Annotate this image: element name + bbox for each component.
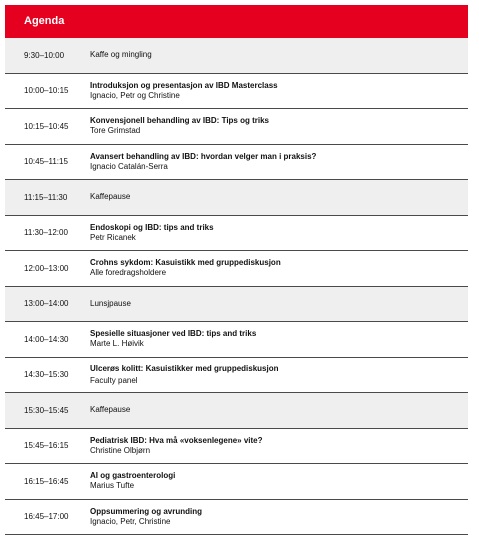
session-time: 9:30–10:00 <box>24 50 65 60</box>
session-content <box>90 192 130 202</box>
agenda-break-row <box>5 287 468 323</box>
session-content <box>90 405 130 415</box>
session-content <box>90 329 256 349</box>
agenda-session-row <box>5 429 468 465</box>
agenda-rows <box>5 38 468 535</box>
session-speaker: Ignacio, Petr, Christine <box>90 516 171 526</box>
session-content <box>90 152 316 172</box>
session-time: 10:15–10:45 <box>24 121 69 131</box>
session-title: Avansert behandling av IBD: hvordan velger man i praksis? <box>90 151 317 161</box>
session-title: Endoskopi og IBD: tips and triks <box>90 222 214 232</box>
session-title: AI og gastroenterologi <box>90 471 176 481</box>
session-title: Crohns sykdom: Kasuistikk med gruppediskusjon <box>90 258 281 268</box>
session-title: Kaffepause <box>90 192 131 202</box>
session-time: 13:00–14:00 <box>24 299 69 309</box>
session-content <box>90 258 281 278</box>
session-time: 12:00–13:00 <box>24 263 69 273</box>
session-speaker: Alle foredragsholdere <box>90 268 167 278</box>
agenda-session-row <box>5 251 468 287</box>
agenda-session-row <box>5 216 468 252</box>
agenda-break-row <box>5 393 468 429</box>
agenda-session-row <box>5 322 468 358</box>
session-speaker: Christine Olbjørn <box>90 445 151 455</box>
session-content <box>90 50 152 60</box>
session-title: Oppsummering og avrunding <box>90 506 203 516</box>
session-speaker: Tore Grimstad <box>90 126 141 136</box>
session-title: Kaffepause <box>90 405 131 415</box>
agenda-session-row <box>5 464 468 500</box>
session-time: 14:00–14:30 <box>24 334 69 344</box>
session-time: 16:45–17:00 <box>24 512 69 522</box>
session-time: 10:45–11:15 <box>24 157 68 167</box>
session-content <box>90 364 279 386</box>
session-content <box>90 223 214 243</box>
session-title: Spesielle situasjoner ved IBD: tips and triks <box>90 329 257 339</box>
session-time: 11:30–12:00 <box>24 228 68 238</box>
session-content <box>90 116 269 136</box>
agenda-session-row <box>5 358 468 394</box>
session-speaker: Ignacio Catalán-Serra <box>90 161 168 171</box>
session-speaker: Marte L. Høivik <box>90 339 144 349</box>
agenda-session-row <box>5 500 468 536</box>
session-content <box>90 81 278 101</box>
session-title: Ulcerøs kolitt: Kasuistikker med gruppediskusjon <box>90 363 279 373</box>
session-speaker: Faculty panel <box>90 375 138 385</box>
session-content <box>90 299 131 309</box>
agenda-session-row <box>5 74 468 110</box>
session-title: Introduksjon og presentasjon av IBD Masterclass <box>90 80 278 90</box>
session-speaker: Petr Ricanek <box>90 232 136 242</box>
session-time: 10:00–10:15 <box>24 86 69 96</box>
session-speaker: Marius Tufte <box>90 481 135 491</box>
session-time: 14:30–15:30 <box>24 370 69 380</box>
session-title: Pediatrisk IBD: Hva må «voksenlegene» vite? <box>90 435 263 445</box>
session-time: 11:15–11:30 <box>24 192 68 202</box>
session-title: Kaffe og mingling <box>90 50 152 60</box>
session-time: 15:30–15:45 <box>24 405 69 415</box>
session-time: 16:15–16:45 <box>24 476 69 486</box>
agenda-header: Agenda <box>5 5 468 38</box>
session-content <box>90 471 175 491</box>
agenda-table <box>5 5 468 535</box>
session-title: Lunsjpause <box>90 298 131 308</box>
agenda-session-row <box>5 109 468 145</box>
session-content <box>90 507 202 527</box>
agenda-session-row <box>5 145 468 181</box>
session-time: 15:45–16:15 <box>24 441 69 451</box>
agenda-break-row <box>5 180 468 216</box>
session-content <box>90 436 263 456</box>
agenda-break-row <box>5 38 468 74</box>
session-speaker: Ignacio, Petr og Christine <box>90 90 180 100</box>
session-title: Konvensjonell behandling av IBD: Tips og triks <box>90 116 269 126</box>
